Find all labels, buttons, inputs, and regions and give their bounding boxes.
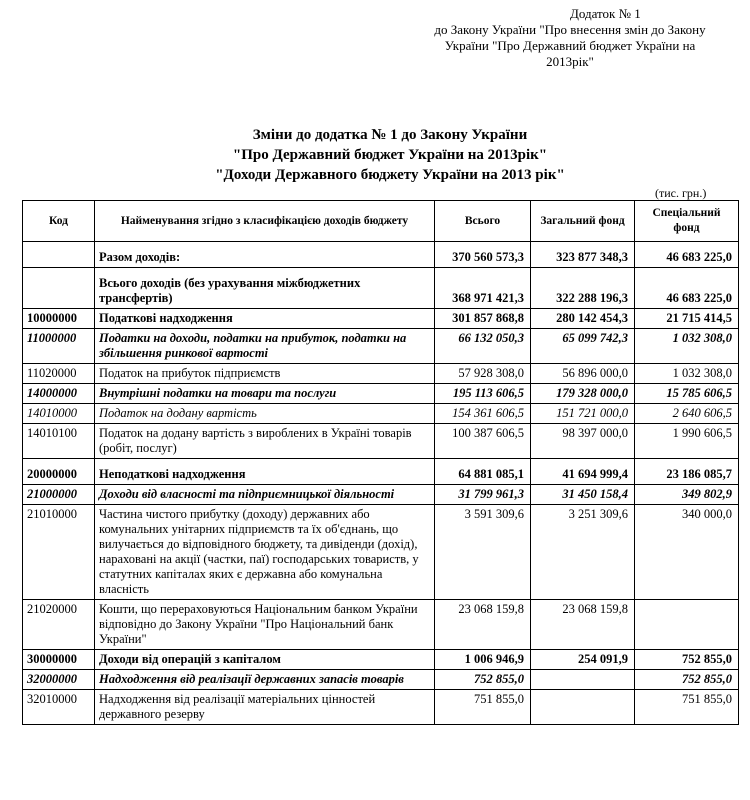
table-row — [23, 309, 739, 329]
cell-code — [23, 268, 95, 309]
cell-total: 752 855,0 — [435, 670, 531, 690]
cell-general: 23 068 159,8 — [531, 600, 635, 650]
cell-special: 751 855,0 — [635, 690, 739, 725]
cell-name: Частина чистого прибутку (доходу) державних або комунальних унітарних підприємств та їх об'єднань, що вилучається до відповідного бюджету, та дивіденди (дохід), нараховані на акції (частки, паї) господарських товариств, у статутних капіталах яких є державна або комунальна власність — [95, 505, 435, 600]
cell-special: 752 855,0 — [635, 650, 739, 670]
cell-special: 1 990 606,5 — [635, 424, 739, 459]
cell-name: Разом доходів: — [95, 242, 435, 268]
cell-total: 301 857 868,8 — [435, 309, 531, 329]
title-line-1: Зміни до додатка № 1 до Закону України — [252, 127, 528, 143]
header-special: Спеціальний фонд — [635, 201, 739, 242]
cell-general: 179 328 000,0 — [531, 384, 635, 404]
cell-name: Податок на додану вартість з вироблених в Україні товарів (робіт, послуг) — [95, 424, 435, 459]
cell-special: 1 032 308,0 — [635, 364, 739, 384]
cell-total: 370 560 573,3 — [435, 242, 531, 268]
cell-special: 340 000,0 — [635, 505, 739, 600]
cell-general — [531, 670, 635, 690]
cell-special: 2 640 606,5 — [635, 404, 739, 424]
cell-special: 21 715 414,5 — [635, 309, 739, 329]
cell-code: 11020000 — [23, 364, 95, 384]
table-row — [23, 459, 739, 485]
cell-special: 752 855,0 — [635, 670, 739, 690]
cell-total: 195 113 606,5 — [435, 384, 531, 404]
revenue-table — [22, 200, 739, 725]
annex-line-2: до Закону України "Про внесення змін до Закону — [434, 22, 706, 37]
cell-name: Внутрішні податки на товари та послуги — [95, 384, 435, 404]
cell-name: Всього доходів (без урахування міжбюджетних трансфертів) — [95, 268, 435, 309]
cell-special: 23 186 085,7 — [635, 459, 739, 485]
cell-code: 10000000 — [23, 309, 95, 329]
cell-code: 21000000 — [23, 485, 95, 505]
table-row — [23, 600, 739, 650]
cell-general: 254 091,9 — [531, 650, 635, 670]
table-row — [23, 329, 739, 364]
cell-total: 100 387 606,5 — [435, 424, 531, 459]
cell-general: 3 251 309,6 — [531, 505, 635, 600]
cell-special: 1 032 308,0 — [635, 329, 739, 364]
cell-name: Доходи від операцій з капіталом — [95, 650, 435, 670]
table-row — [23, 384, 739, 404]
cell-general: 98 397 000,0 — [531, 424, 635, 459]
cell-general: 280 142 454,3 — [531, 309, 635, 329]
cell-code — [23, 242, 95, 268]
cell-general: 56 896 000,0 — [531, 364, 635, 384]
table-row — [23, 505, 739, 600]
annex-reference — [420, 6, 720, 70]
annex-line-4: 2013рік" — [546, 54, 594, 69]
cell-special: 15 785 606,5 — [635, 384, 739, 404]
cell-general: 322 288 196,3 — [531, 268, 635, 309]
table-row — [23, 485, 739, 505]
cell-total: 751 855,0 — [435, 690, 531, 725]
cell-code: 21010000 — [23, 505, 95, 600]
cell-code: 14000000 — [23, 384, 95, 404]
cell-code: 14010000 — [23, 404, 95, 424]
cell-total: 57 928 308,0 — [435, 364, 531, 384]
table-row — [23, 404, 739, 424]
cell-total: 1 006 946,9 — [435, 650, 531, 670]
cell-name: Податок на прибуток підприємств — [95, 364, 435, 384]
cell-name: Неподаткові надходження — [95, 459, 435, 485]
annex-line-3: України "Про Державний бюджет України на — [444, 38, 696, 53]
cell-total: 31 799 961,3 — [435, 485, 531, 505]
table-row — [23, 364, 739, 384]
cell-special: 349 802,9 — [635, 485, 739, 505]
cell-special: 46 683 225,0 — [635, 242, 739, 268]
table-row — [23, 242, 739, 268]
header-general: Загальний фонд — [531, 201, 635, 242]
table-row — [23, 268, 739, 309]
cell-name: Доходи від власності та підприємницької діяльності — [95, 485, 435, 505]
cell-special — [635, 600, 739, 650]
cell-general: 31 450 158,4 — [531, 485, 635, 505]
cell-general: 65 099 742,3 — [531, 329, 635, 364]
header-code: Код — [23, 201, 95, 242]
cell-general — [531, 690, 635, 725]
cell-general: 323 877 348,3 — [531, 242, 635, 268]
annex-line-1: Додаток № 1 — [570, 6, 641, 21]
cell-code: 21020000 — [23, 600, 95, 650]
cell-code: 32010000 — [23, 690, 95, 725]
table-header-row — [23, 201, 739, 242]
cell-code: 30000000 — [23, 650, 95, 670]
title-line-3: "Доходи Державного бюджету України на 2013 рік" — [215, 167, 565, 183]
cell-code: 32000000 — [23, 670, 95, 690]
cell-general: 41 694 999,4 — [531, 459, 635, 485]
unit-label: (тис. грн.) — [655, 186, 707, 200]
title-line-2: "Про Державний бюджет України на 2013рік" — [232, 147, 548, 163]
cell-name: Надходження від реалізації державних запасів товарів — [95, 670, 435, 690]
table-row — [23, 670, 739, 690]
header-name: Найменування згідно з класифікацією доходів бюджету — [95, 201, 435, 242]
cell-code: 11000000 — [23, 329, 95, 364]
cell-code: 20000000 — [23, 459, 95, 485]
cell-name: Кошти, що перераховуються Національним банком України відповідно до Закону України "Про Національний банк України" — [95, 600, 435, 650]
cell-total: 66 132 050,3 — [435, 329, 531, 364]
cell-code: 14010100 — [23, 424, 95, 459]
cell-total: 154 361 606,5 — [435, 404, 531, 424]
cell-special: 46 683 225,0 — [635, 268, 739, 309]
table-row — [23, 650, 739, 670]
table-row — [23, 690, 739, 725]
document-title — [140, 125, 640, 185]
cell-name: Податки на доходи, податки на прибуток, податки на збільшення ринкової вартості — [95, 329, 435, 364]
cell-total: 368 971 421,3 — [435, 268, 531, 309]
cell-total: 23 068 159,8 — [435, 600, 531, 650]
cell-total: 64 881 085,1 — [435, 459, 531, 485]
cell-name: Надходження від реалізації матеріальних цінностей державного резерву — [95, 690, 435, 725]
cell-name: Податок на додану вартість — [95, 404, 435, 424]
table-row — [23, 424, 739, 459]
cell-total: 3 591 309,6 — [435, 505, 531, 600]
header-total: Всього — [435, 201, 531, 242]
cell-general: 151 721 000,0 — [531, 404, 635, 424]
cell-name: Податкові надходження — [95, 309, 435, 329]
